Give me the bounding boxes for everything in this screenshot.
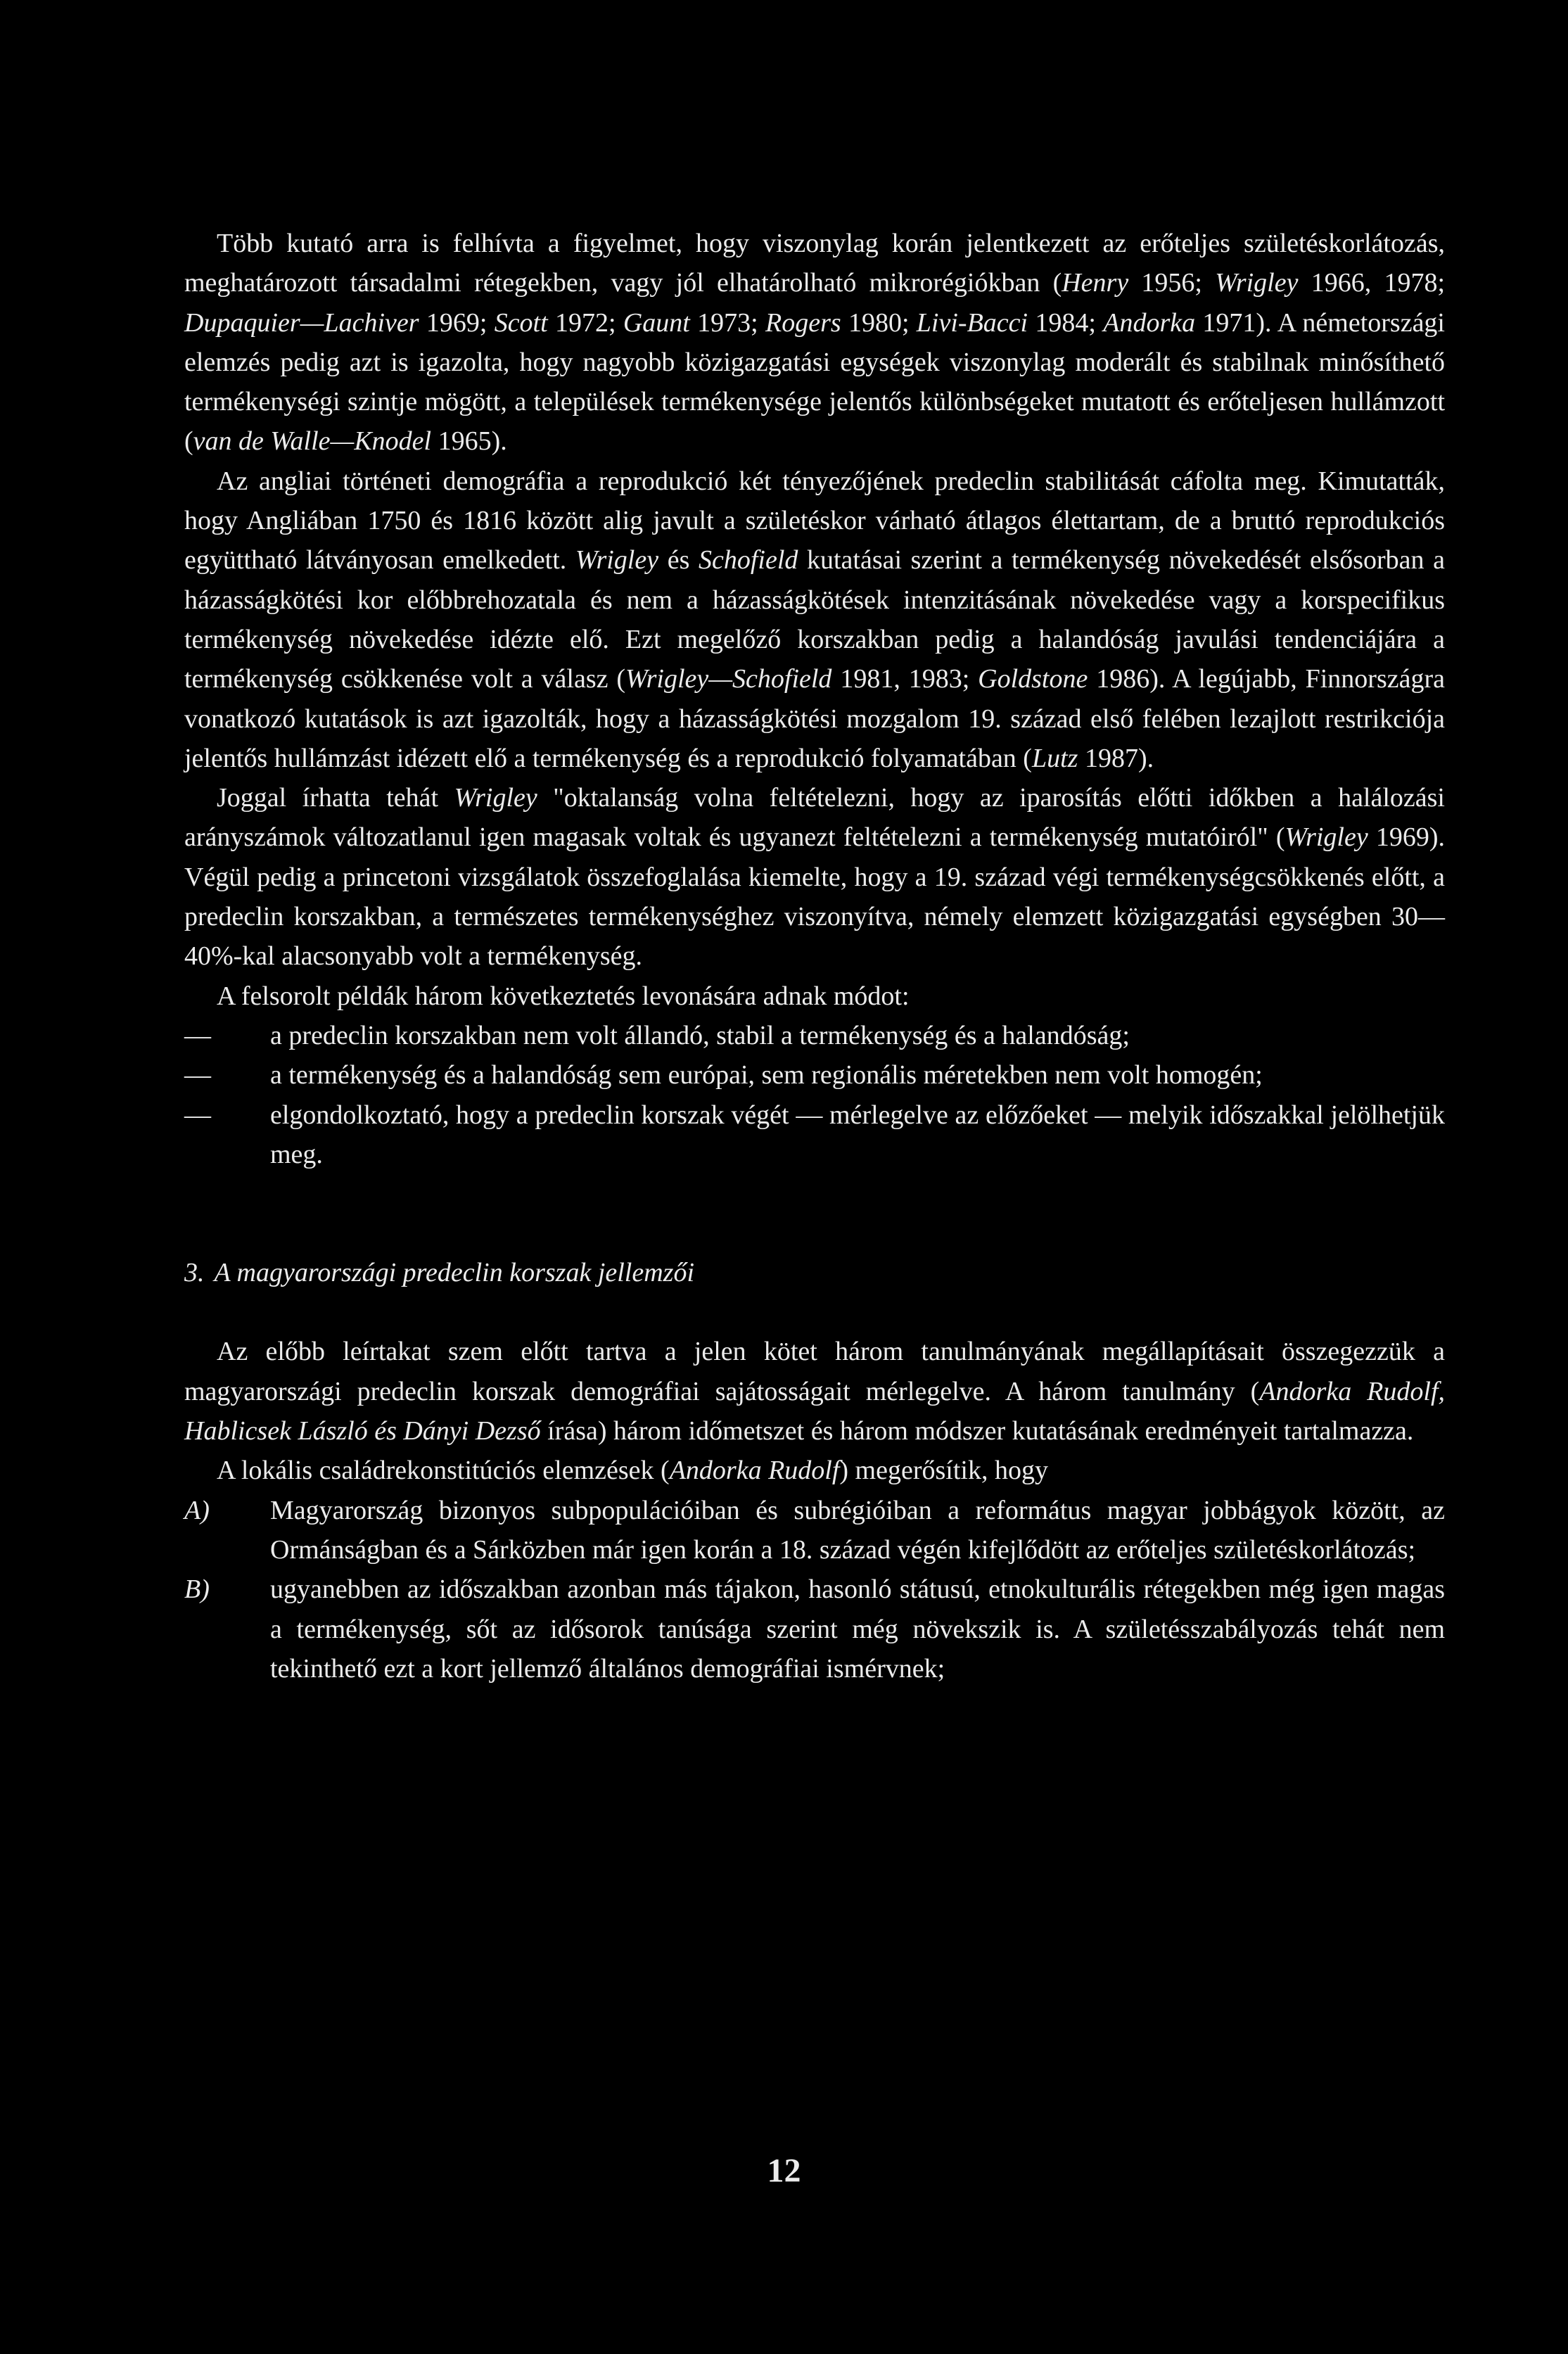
paragraph: A lokális családrekonstitúciós elemzések (Andorka Rudolf) megerősítik, hogy: [217, 1456, 1048, 1486]
list-item-text: Magyarország bizonyos subpopulációiban és subrégióiban a református magyar jobbágyok között, az Ormánságban és a Sárközben már igen korán a 18. század végén kifejlődött az erőteljes születéskorlátozás;: [270, 1495, 1445, 1565]
list-marker: —: [184, 1020, 211, 1050]
paragraph: A felsorolt példák három következtetés levonására adnak módot:: [217, 981, 910, 1011]
list-marker: —: [184, 1100, 211, 1130]
findings-list: [184, 1491, 1445, 1688]
section-title: A magyarországi predeclin korszak jellemzői: [214, 1258, 695, 1288]
list-item-text: a predeclin korszakban nem volt állandó, stabil a termékenység és a halandóság;: [270, 1020, 1130, 1050]
conclusions-list: [184, 1016, 1445, 1174]
section-number: 3.: [184, 1258, 205, 1288]
paragraph: Több kutató arra is felhívta a figyelmet, hogy viszonylag korán jelentkezett az erőteljes születéskorlátozás, meghatározott társadalmi rétegekben, vagy jól elhatárolható mikrorégiókban (Henry 1956; Wrigley 1966, 1978; Dupaquier—Lachiver 1969; Scott 1972; Gaunt 1973; Rogers 1980; Livi-Bacci 1984; Andorka 1971). A németországi elemzés pedig azt is igazolta, hogy nagyobb közigazgatási egységek viszonylag moderált és stabilnak minősíthető termékenységi szintje mögött, a települések termékenysége jelentős különbségeket mutatott és erőteljesen hullámzott (van de Walle—Knodel 1965).: [184, 229, 1446, 457]
list-item-text: elgondolkoztató, hogy a predeclin korszak végét — mérlegelve az előzőeket — melyik időszakkal jelölhetjük meg.: [270, 1100, 1445, 1169]
list-item-text: a termékenység és a halandóság sem európai, sem regionális méretekben nem volt homogén;: [270, 1060, 1263, 1090]
paragraph: Joggal írhatta tehát Wrigley "oktalanság volna feltételezni, hogy az iparosítás előtti időkben a halálozási arányszámok változatlanul igen magasak voltak és ugyanezt feltételezni a termékenység mutatóiról" (Wrigley 1969). Végül pedig a princetoni vizsgálatok összefoglalása kiemelte, hogy a 19. század végi termékenységcsökkenés előtt, a predeclin korszakban, a természetes termékenységhez viszonyítva, némely elemzett közigazgatási egységben 30—40%-kal alacsonyabb volt a termékenység.: [184, 783, 1446, 972]
list-item: [184, 1491, 1445, 1570]
list-item: [184, 1055, 1445, 1095]
paragraph: Az előbb leírtakat szem előtt tartva a jelen kötet három tanulmányának megállapításait összegezzük a magyarországi predeclin korszak demográfiai sajátosságait mérlegelve. A három tanulmány (Andorka Rudolf, Hablicsek László és Dányi Dezső írása) három időmetszet és három módszer kutatásának eredményeit tartalmazza.: [184, 1337, 1445, 1446]
list-item: [184, 1095, 1445, 1175]
list-marker: A): [184, 1495, 210, 1525]
page-number: 12: [767, 2152, 801, 2189]
section-heading: [184, 1253, 1445, 1292]
body-text: [184, 224, 1445, 1688]
list-item-text: ugyanebben az időszakban azonban más tájakon, hasonló státusú, etnokulturális rétegekben még igen magas a termékenység, sőt az idősorok tanúsága szerint még növekszik is. A születésszabályozás tehát nem tekinthető ezt a kort jellemző általános demográfiai ismérvnek;: [270, 1574, 1445, 1684]
list-item: [184, 1570, 1445, 1688]
list-item: [184, 1016, 1445, 1055]
paragraph: Az angliai történeti demográfia a reprodukció két tényezőjének predeclin stabilitását cáfolta meg. Kimutatták, hogy Angliában 1750 és 1816 között alig javult a születéskor várható átlagos élettartam, de a bruttó reprodukciós együttható látványosan emelkedett. Wrigley és Schofield kutatásai szerint a termékenység növekedését elsősorban a házasságkötési kor előbbrehozatala és nem a házasságkötések intenzitásának növekedése vagy a korspecifikus termékenység növekedése idézte elő. Ezt megelőző korszakban pedig a halandóság javulási tendenciájára a termékenység csökkenése volt a válasz (Wrigley—Schofield 1981, 1983; Goldstone 1986). A legújabb, Finnországra vonatkozó kutatások is azt igazolták, hogy a házasságkötési mozgalom 19. század első felében lezajlott restrikciója jelentős hullámzást idézett elő a termékenység és a reprodukció folyamatában (Lutz 1987).: [184, 466, 1446, 773]
list-marker: B): [184, 1574, 210, 1605]
list-marker: —: [184, 1060, 211, 1090]
